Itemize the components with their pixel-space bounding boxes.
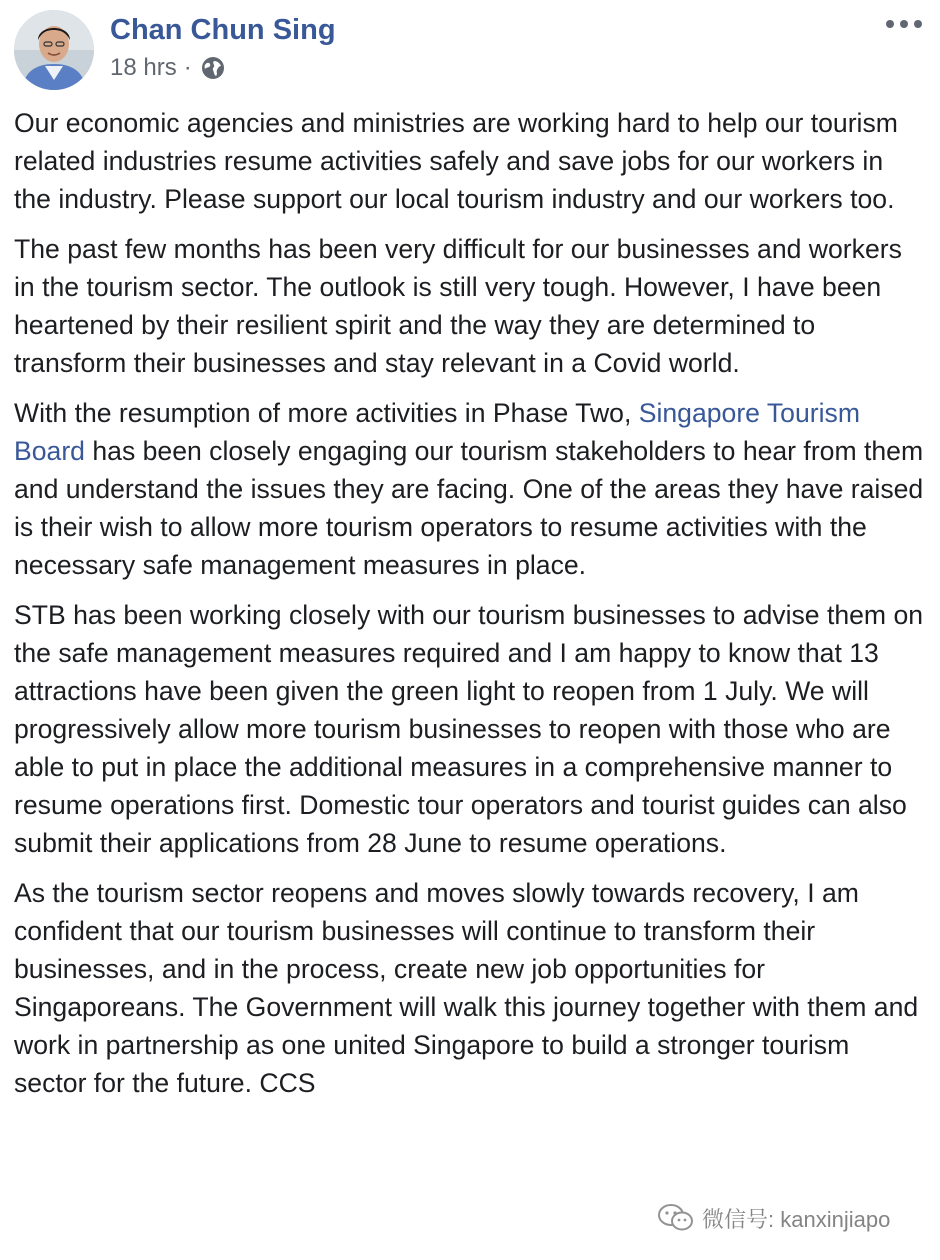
author-avatar[interactable] [14, 10, 94, 90]
post-header [14, 10, 926, 90]
watermark-text: 微信号: kanxinjiapo [702, 1206, 891, 1232]
wechat-icon [656, 1202, 696, 1234]
wechat-watermark [656, 1200, 890, 1236]
author-name-link[interactable]: Chan Chun Sing [110, 14, 336, 46]
post-meta [110, 53, 226, 83]
post-timestamp[interactable]: 18 hrs [110, 54, 177, 81]
post-paragraph-2: The past few months has been very difficult for our businesses and workers in the tourism sector. The outlook is still very tough. However, I have been heartened by their resilient spirit and the way they are determined to transform their businesses and stay relevant in a Covid world. [14, 234, 902, 378]
paragraph-3-text-before: With the resumption of more activities in Phase Two, [14, 398, 639, 428]
avatar-image [14, 10, 94, 90]
post-paragraph-4: STB has been working closely with our tourism businesses to advise them on the safe management measures required and I am happy to know that 13 attractions have been given the green light to reopen from 1 July. We will progressively allow more tourism businesses to reopen with those who are able to put in place the additional measures in a comprehensive manner to resume operations first. Domestic tour operators and tourist guides can also submit their applications from 28 June to resume operations. [14, 600, 924, 858]
post-body [14, 104, 924, 1114]
more-dot [886, 20, 894, 28]
globe-icon[interactable] [200, 55, 226, 81]
more-dot [900, 20, 908, 28]
post-paragraph-1: Our economic agencies and ministries are working hard to help our tourism related industries resume activities safely and save jobs for our workers in the industry. Please support our local tourism industry and our workers too. [14, 108, 898, 214]
meta-separator: · [183, 54, 192, 81]
more-dot [914, 20, 922, 28]
paragraph-3-text-after: has been closely engaging our tourism stakeholders to hear from them and understand the issues they are facing. One of the areas they have raised is their wish to allow more tourism operators to resume activities with the necessary safe management measures in place. [14, 436, 924, 580]
singapore-tourism-board-link[interactable]: Singapore Tourism Board [14, 398, 860, 466]
post-paragraph-5: As the tourism sector reopens and moves slowly towards recovery, I am confident that our tourism businesses will continue to transform their businesses, and in the process, create new job opportunities for Singaporeans. The Government will walk this journey together with them and work in partnership as one united Singapore to build a stronger tourism sector for the future. CCS [14, 878, 919, 1098]
post-paragraph-3 [14, 394, 924, 584]
more-options-icon[interactable] [886, 14, 922, 34]
